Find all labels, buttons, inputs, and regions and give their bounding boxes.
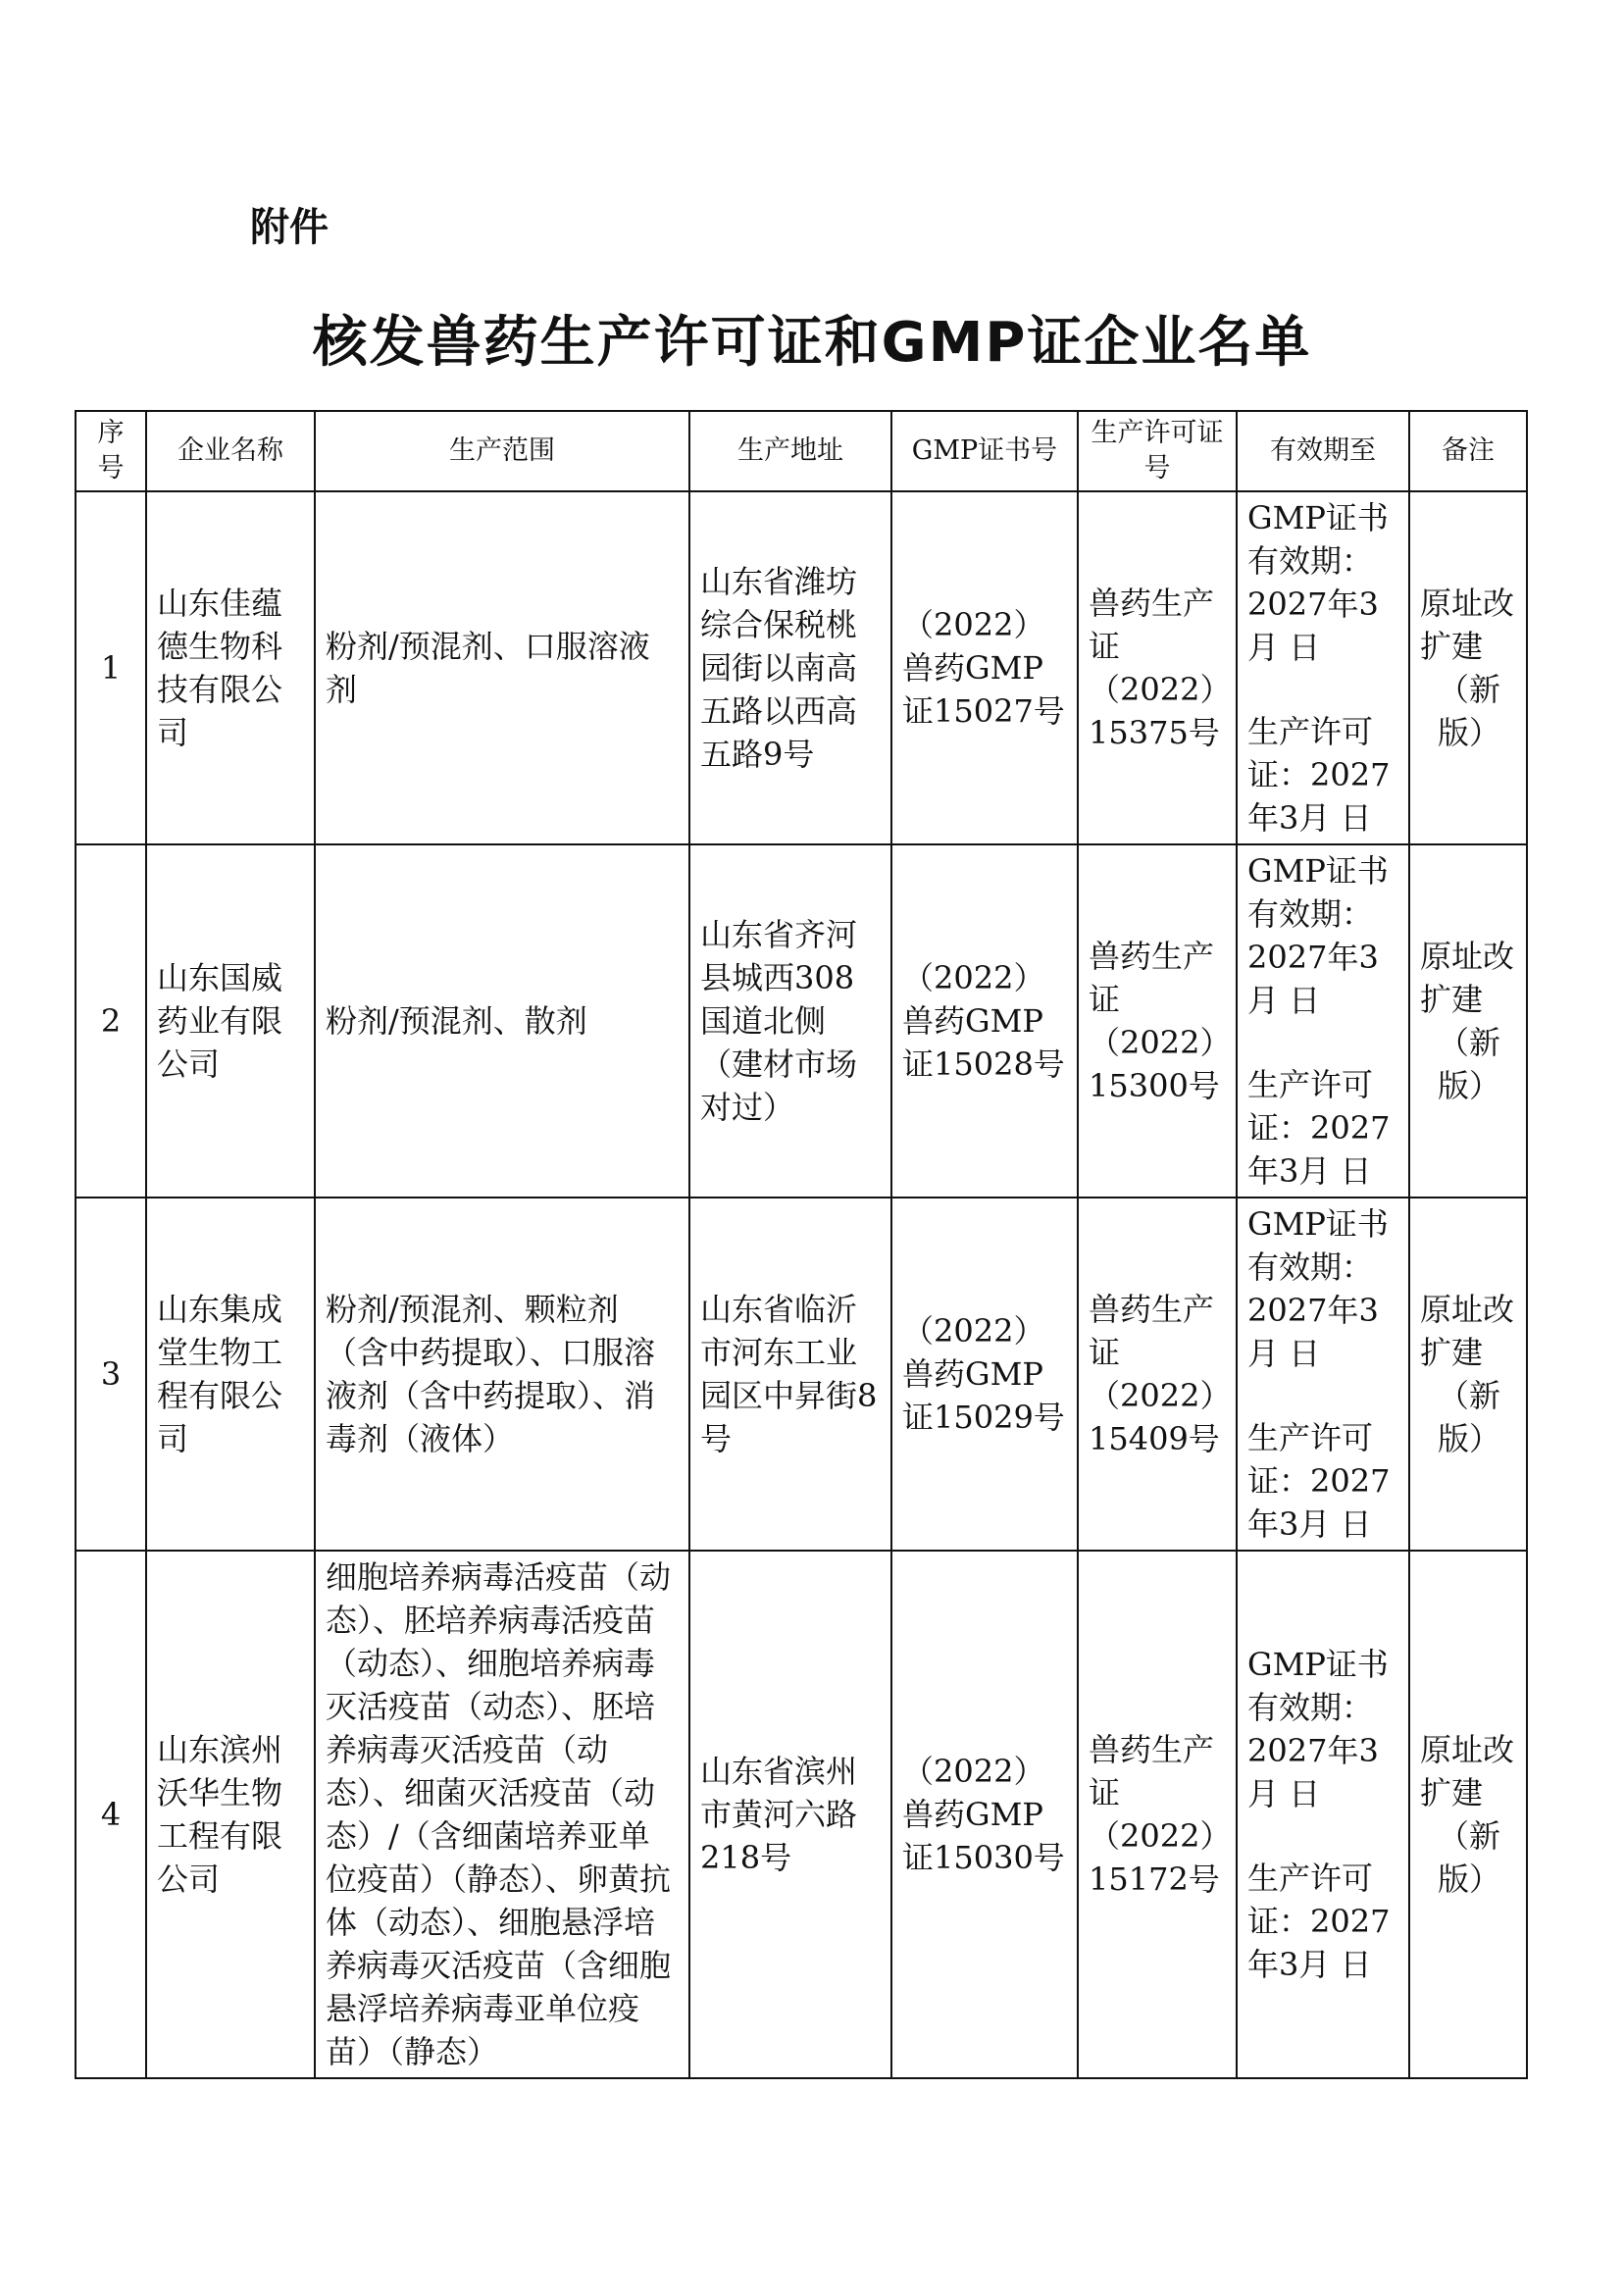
validity	[1237, 491, 1409, 844]
production-scope: 粉剂/预混剂、口服溶液剂	[315, 491, 689, 844]
header-no: 序号	[76, 411, 146, 491]
validity	[1237, 1551, 1409, 2078]
header-remark: 备注	[1409, 411, 1527, 491]
license-validity: 生产许可证：2027年3月 日	[1247, 713, 1391, 837]
page-title: 核发兽药生产许可证和GMP证企业名单	[312, 311, 1312, 375]
remark	[1409, 1198, 1527, 1551]
header-address: 生产地址	[689, 411, 891, 491]
production-address: 山东省潍坊综合保税桃园街以南高五路以西高五路9号	[689, 491, 891, 844]
validity	[1237, 844, 1409, 1198]
row-no: 4	[76, 1551, 146, 2078]
production-scope: 粉剂/预混剂、颗粒剂（含中药提取）、口服溶液剂（含中药提取）、消毒剂（液体）	[315, 1198, 689, 1551]
production-scope: 粉剂/预混剂、散剂	[315, 844, 689, 1198]
remark-version: （新版）	[1438, 1024, 1501, 1104]
remark-main: 原址改扩建	[1420, 1291, 1515, 1371]
company-name: 山东佳蕴德生物科技有限公司	[146, 491, 315, 844]
remark-version: （新版）	[1438, 671, 1501, 751]
remark-main: 原址改扩建	[1420, 585, 1515, 665]
remark	[1409, 491, 1527, 844]
header-company: 企业名称	[146, 411, 315, 491]
company-name: 山东国威药业有限公司	[146, 844, 315, 1198]
remark-version: （新版）	[1438, 1817, 1501, 1898]
license-no: 兽药生产证（2022）15172号	[1078, 1551, 1237, 2078]
table-row	[76, 844, 1527, 1198]
remark-version: （新版）	[1438, 1377, 1501, 1457]
gmp-cert-no: （2022）兽药GMP证15027号	[891, 491, 1078, 844]
license-no: 兽药生产证（2022）15409号	[1078, 1198, 1237, 1551]
gmp-cert-no: （2022）兽药GMP证15028号	[891, 844, 1078, 1198]
row-no: 3	[76, 1198, 146, 1551]
license-validity: 生产许可证：2027年3月 日	[1247, 1419, 1391, 1543]
company-name: 山东滨州沃华生物工程有限公司	[146, 1551, 315, 2078]
header-gmp-cert: GMP证书号	[891, 411, 1078, 491]
license-no: 兽药生产证（2022）15300号	[1078, 844, 1237, 1198]
header-scope: 生产范围	[315, 411, 689, 491]
remark	[1409, 844, 1527, 1198]
row-no: 1	[76, 491, 146, 844]
remark-main: 原址改扩建	[1420, 1731, 1515, 1811]
table-row	[76, 491, 1527, 844]
production-address: 山东省滨州市黄河六路218号	[689, 1551, 891, 2078]
gmp-cert-no: （2022）兽药GMP证15030号	[891, 1551, 1078, 2078]
enterprise-table	[75, 410, 1528, 2079]
gmp-cert-no: （2022）兽药GMP证15029号	[891, 1198, 1078, 1551]
table-row	[76, 1198, 1527, 1551]
table-header-row	[76, 411, 1527, 491]
license-validity: 生产许可证：2027年3月 日	[1247, 1066, 1391, 1190]
gmp-validity: GMP证书有效期：2027年3月 日	[1247, 852, 1389, 1019]
production-address: 山东省齐河县城西308国道北侧（建材市场对过）	[689, 844, 891, 1198]
row-no: 2	[76, 844, 146, 1198]
production-scope: 细胞培养病毒活疫苗（动态）、胚培养病毒活疫苗（动态）、细胞培养病毒灭活疫苗（动态）、胚培养病毒灭活疫苗（动态）、细菌灭活疫苗（动态）/（含细菌培养亚单位疫苗）（静态）、卵黄抗体（动态）、细胞悬浮培养病毒灭活疫苗（含细胞悬浮培养病毒亚单位疫苗）（静态）	[315, 1551, 689, 2078]
gmp-validity: GMP证书有效期：2027年3月 日	[1247, 1205, 1389, 1372]
license-no: 兽药生产证（2022）15375号	[1078, 491, 1237, 844]
header-valid-until: 有效期至	[1237, 411, 1409, 491]
company-name: 山东集成堂生物工程有限公司	[146, 1198, 315, 1551]
validity	[1237, 1198, 1409, 1551]
header-license: 生产许可证号	[1078, 411, 1237, 491]
remark	[1409, 1551, 1527, 2078]
gmp-validity: GMP证书有效期：2027年3月 日	[1247, 1646, 1389, 1812]
license-validity: 生产许可证：2027年3月 日	[1247, 1860, 1391, 1983]
gmp-validity: GMP证书有效期：2027年3月 日	[1247, 499, 1389, 666]
attachment-label: 附件	[250, 205, 329, 250]
table-row	[76, 1551, 1527, 2078]
remark-main: 原址改扩建	[1420, 938, 1515, 1018]
production-address: 山东省临沂市河东工业园区中昇街8号	[689, 1198, 891, 1551]
